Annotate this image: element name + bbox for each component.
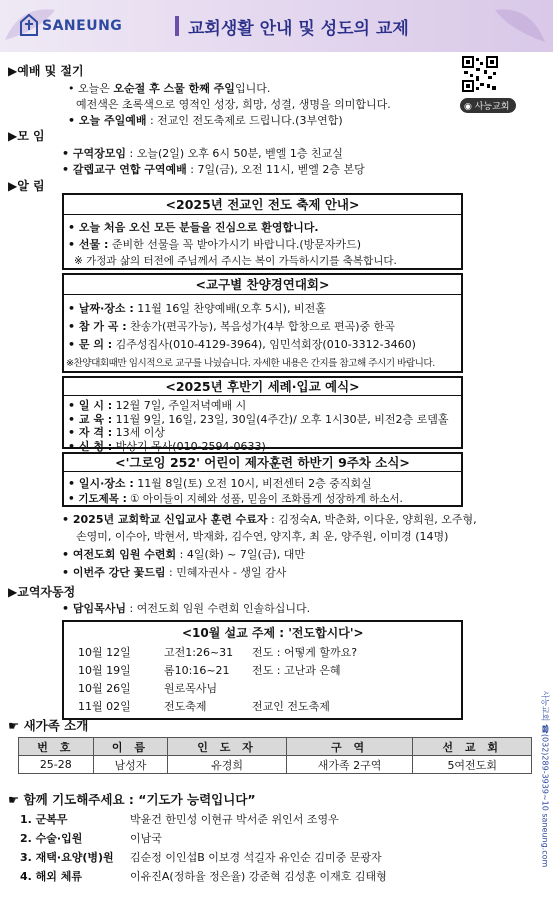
sermon-title: 전교인 전도축제 xyxy=(252,700,330,713)
title-accent-bar xyxy=(175,16,179,36)
table-row xyxy=(19,756,532,774)
choir-box-title: <교구별 찬양경연대회> xyxy=(64,275,461,295)
prayer-request-row: 3. 재택·요양(병)원 김순정 이인섭B 이보경 석길자 유인순 김미중 문광자 xyxy=(20,851,382,864)
sermon-date: 10월 12일 xyxy=(78,646,131,659)
sermon-text: 전도축제 xyxy=(164,700,207,713)
choir-line-4: ※찬양대회때만 임시적으로 교구를 나눴습니다. 자세한 내용은 간지를 참고해 주시기 바랍니다. xyxy=(66,358,435,369)
section-heading-prayer: ☛ 함께 기도해주세요 : “기도가 능력입니다” xyxy=(8,792,256,807)
table-cell: 5여전도회 xyxy=(413,756,532,774)
page-title: 교회생활 안내 및 성도의 교제 xyxy=(188,19,409,39)
sermon-theme-box xyxy=(62,620,463,720)
qr-code-icon xyxy=(462,56,498,92)
baptism-row: • 교 육 : 11월 9일, 16일, 23일, 30일(4주간)/ 오후 1시30분, 비전2층 로뎀홀 xyxy=(68,412,449,426)
sermon-date: 10월 19일 xyxy=(78,664,131,677)
section-heading-newfamily: ☛ 새가족 소개 xyxy=(8,718,89,733)
hand-pointer-icon: ☛ xyxy=(8,718,20,733)
meeting-line-1: • 구역장모임 : 오늘(2일) 오후 6시 50분, 벧엘 1층 친교실 xyxy=(62,147,343,160)
leaf-pattern-decoration-right xyxy=(490,0,550,52)
table-cell: 새가족 2구역 xyxy=(286,756,413,774)
teacher-training-line-2: 손영미, 이수아, 박현서, 박재화, 김수연, 양지후, 최 운, 양주원, 이미경 (14명) xyxy=(76,530,449,543)
sermon-box-title: <10월 설교 주제 : '전도합시다'> xyxy=(182,626,364,640)
altar-flower-line: • 이번주 강단 꽃드림 : 민혜자권사 - 생일 감사 xyxy=(62,566,287,579)
worship-line-1: • 오늘은 오순절 후 스물 한째 주일입니다. xyxy=(68,82,271,95)
baptism-row: • 일 시 : 12월 7일, 주일저녁예배 시 xyxy=(68,399,247,412)
sermon-date: 10월 26일 xyxy=(78,682,131,695)
sermon-text: 롬10:16~21 xyxy=(164,664,230,677)
section-heading-ministry: ▶교역자동정 xyxy=(8,585,76,599)
sermon-date: 11월 02일 xyxy=(78,700,131,713)
church-logo-icon xyxy=(20,14,38,36)
choir-line-2: • 참 가 곡 : 찬송가(편곡가능), 복음성가(4부 합창으로 편곡)중 한곡 xyxy=(68,320,395,333)
prayer-request-row: 2. 수술·입원 이남국 xyxy=(20,832,162,845)
baptism-box-title: <2025년 후반기 세례·입교 예식> xyxy=(64,378,461,396)
festival-notice-box xyxy=(62,193,463,270)
section-heading-worship: ▶예배 및 절기 xyxy=(8,64,84,78)
baptism-row: • 신 청 : 박상기 목사(010-2594-0633) xyxy=(68,439,266,453)
side-contact-strip: 사능교회 ☎(032)289-3939~10 saneung.com xyxy=(540,690,550,868)
table-header-cell: 번 호 xyxy=(19,738,94,756)
meeting-line-2: • 갈렙교구 연합 구역예배 : 7일(금), 오전 11시, 벧엘 2층 본당 xyxy=(62,163,365,176)
brand-name: SANEUNG xyxy=(42,18,123,34)
ministry-line-1: • 담임목사님 : 여전도회 임원 수련회 인솔하십니다. xyxy=(62,602,311,615)
choir-line-1: • 날짜·장소 : 11월 16일 찬양예배(오후 5시), 비전홀 xyxy=(68,302,326,315)
growing-252-box xyxy=(62,452,463,507)
table-cell: 유경희 xyxy=(168,756,287,774)
festival-line-1: • 오늘 처음 오신 모든 분들을 진심으로 환영합니다. xyxy=(68,221,319,234)
table-header-cell: 인 도 자 xyxy=(168,738,287,756)
qr-church-label: ◉ 사능교회 xyxy=(460,98,516,113)
teacher-training-line-1: • 2025년 교회학교 신입교사 훈련 수료자 : 김정숙A, 박춘화, 이다운, 양희원, 오주형, xyxy=(62,513,477,526)
festival-line-2: • 선물 : 준비한 선물을 꼭 받아가시기 바랍니다.(방문자카드) xyxy=(68,238,362,251)
baptism-row: • 자 격 : 13세 이상 xyxy=(68,426,166,439)
festival-box-title: <2025년 전교인 전도 축제 안내> xyxy=(64,195,461,215)
page-header xyxy=(0,0,553,52)
new-family-table xyxy=(18,737,532,774)
table-header-cell: 구 역 xyxy=(286,738,413,756)
worship-line-2: 예전색은 초록색으로 영적인 성장, 희망, 성결, 생명을 의미합니다. xyxy=(76,98,391,111)
sermon-title: 전도 : 고난과 은혜 xyxy=(252,664,341,677)
growing-box-title: <'그로잉 252' 어린이 제자훈련 하반기 9주차 소식> xyxy=(64,454,461,472)
table-cell: 25-28 xyxy=(19,756,94,774)
table-header-cell: 선 교 회 xyxy=(413,738,532,756)
worship-line-3: • 오늘 주일예배 : 전교인 전도축제로 드립니다.(3부연합) xyxy=(68,114,343,127)
growing-line-1: • 일시·장소 : 11월 8일(토) 오전 10시, 비전센터 2층 중직회실 xyxy=(68,477,372,490)
table-cell: 남성자 xyxy=(93,756,168,774)
growing-line-2: • 기도제목 : ① 아이들이 지혜와 성품, 믿음이 조화롭게 성장하게 하소서. xyxy=(68,493,403,505)
sermon-title: 전도 : 어떻게 할까요? xyxy=(252,646,358,659)
sermon-text: 고전1:26~31 xyxy=(164,646,234,659)
festival-line-3: ※ 가정과 삶의 터전에 주님께서 주시는 복이 가득하시기를 축복합니다. xyxy=(74,255,397,267)
table-header-cell: 이 름 xyxy=(93,738,168,756)
hand-pointer-icon: ☛ xyxy=(8,792,20,807)
baptism-box xyxy=(62,376,463,453)
prayer-request-row: 4. 해외 체류 이유진A(정하율 정은율) 강준혁 김성훈 이재호 김태형 xyxy=(20,870,387,883)
sermon-text: 원로목사님 xyxy=(164,682,218,695)
choir-line-3: • 문 의 : 김주성집사(010-4129-3964), 임민석회장(010-3312-3460) xyxy=(68,338,416,351)
section-heading-notice: ▶알 림 xyxy=(8,179,45,193)
women-retreat-line: • 여전도회 임원 수련회 : 4일(화) ~ 7일(금), 대만 xyxy=(62,548,305,561)
prayer-request-row: 1. 군복무 박윤건 한민성 이현규 박서준 위인서 조영우 xyxy=(20,813,339,826)
choir-contest-box xyxy=(62,273,463,373)
section-heading-meeting: ▶모 임 xyxy=(8,129,45,143)
